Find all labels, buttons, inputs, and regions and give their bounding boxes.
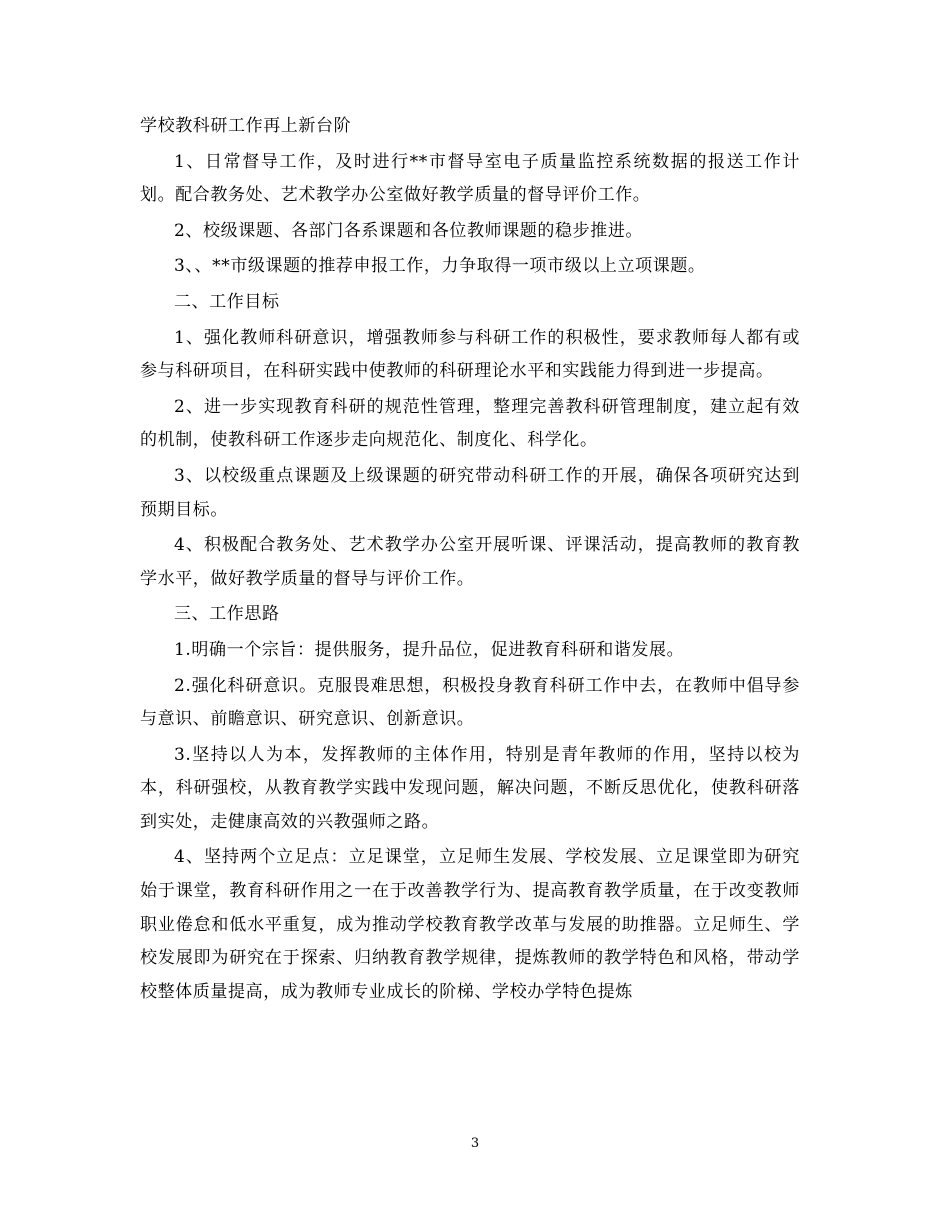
paragraph: 1.明确一个宗旨：提供服务，提升品位，促进教育科研和谐发展。 [174,639,685,660]
paragraph: 1、强化教师科研意识，增强教师参与科研工作的积极性，要求教师每人都有或参与科研项目，在科研实践中使教师的科研理论水平和实践能力得到进一步提高。 [140,327,800,382]
paragraph: 2、进一步实现教育科研的规范性管理，整理完善教科研管理制度，建立起有效的机制，使教科研工作逐步走向规范化、制度化、科学化。 [140,396,800,451]
paragraph: 4、坚持两个立足点：立足课堂，立足师生发展、学校发展、立足课堂即为研究始于课堂，教育科研作用之一在于改善教学行为、提高教育教学质量，在于改变教师职业倦怠和低水平重复，成为推动学校教育教学改革与发展的助推器。立足师生、学校发展即为研究在于探索、归纳教育教学规律，提炼教师的教学特色和风格，带动学校整体质量提高，成为教师专业成长的阶梯、学校办学特色提炼 [140,847,800,1002]
page-number: 3 [470,1136,480,1151]
paragraph: 4、积极配合教务处、艺术教学办公室开展听课、评课活动，提高教师的教育教学水平，做好教学质量的督导与评价工作。 [140,535,800,589]
paragraph: 3.坚持以人为本，发挥教师的主体作用，特别是青年教师的作用，坚持以校为本，科研强校，从教育教学实践中发现问题，解决问题，不断反思优化，使教科研落到实处，走健康高效的兴教强师之路。 [140,744,800,832]
paragraph: 3、、**市级课题的推荐申报工作，力争取得一项市级以上立项课题。 [174,256,706,277]
paragraph: 2.强化科研意识。克服畏难思想，积极投身教育科研工作中去，在教师中倡导参与意识、前瞻意识、研究意识、创新意识。 [140,675,800,730]
section-heading-text: 学校教科研工作再上新台阶 [140,116,352,136]
section-heading: 二、工作目标 [174,291,280,312]
paragraph: 2、校级课题、各部门各系课题和各位教师课题的稳步推进。 [174,220,644,241]
document-body [140,110,800,1011]
paragraph: 3、以校级重点课题及上级课题的研究带动科研工作的开展，确保各项研究达到预期目标。 [140,465,800,520]
paragraph: 1、日常督导工作，及时进行**市督导室电子质量监控系统数据的报送工作计划。配合教务处、艺术教学办公室做好教学质量的督导评价工作。 [140,151,800,206]
section-heading: 三、工作思路 [174,604,280,625]
